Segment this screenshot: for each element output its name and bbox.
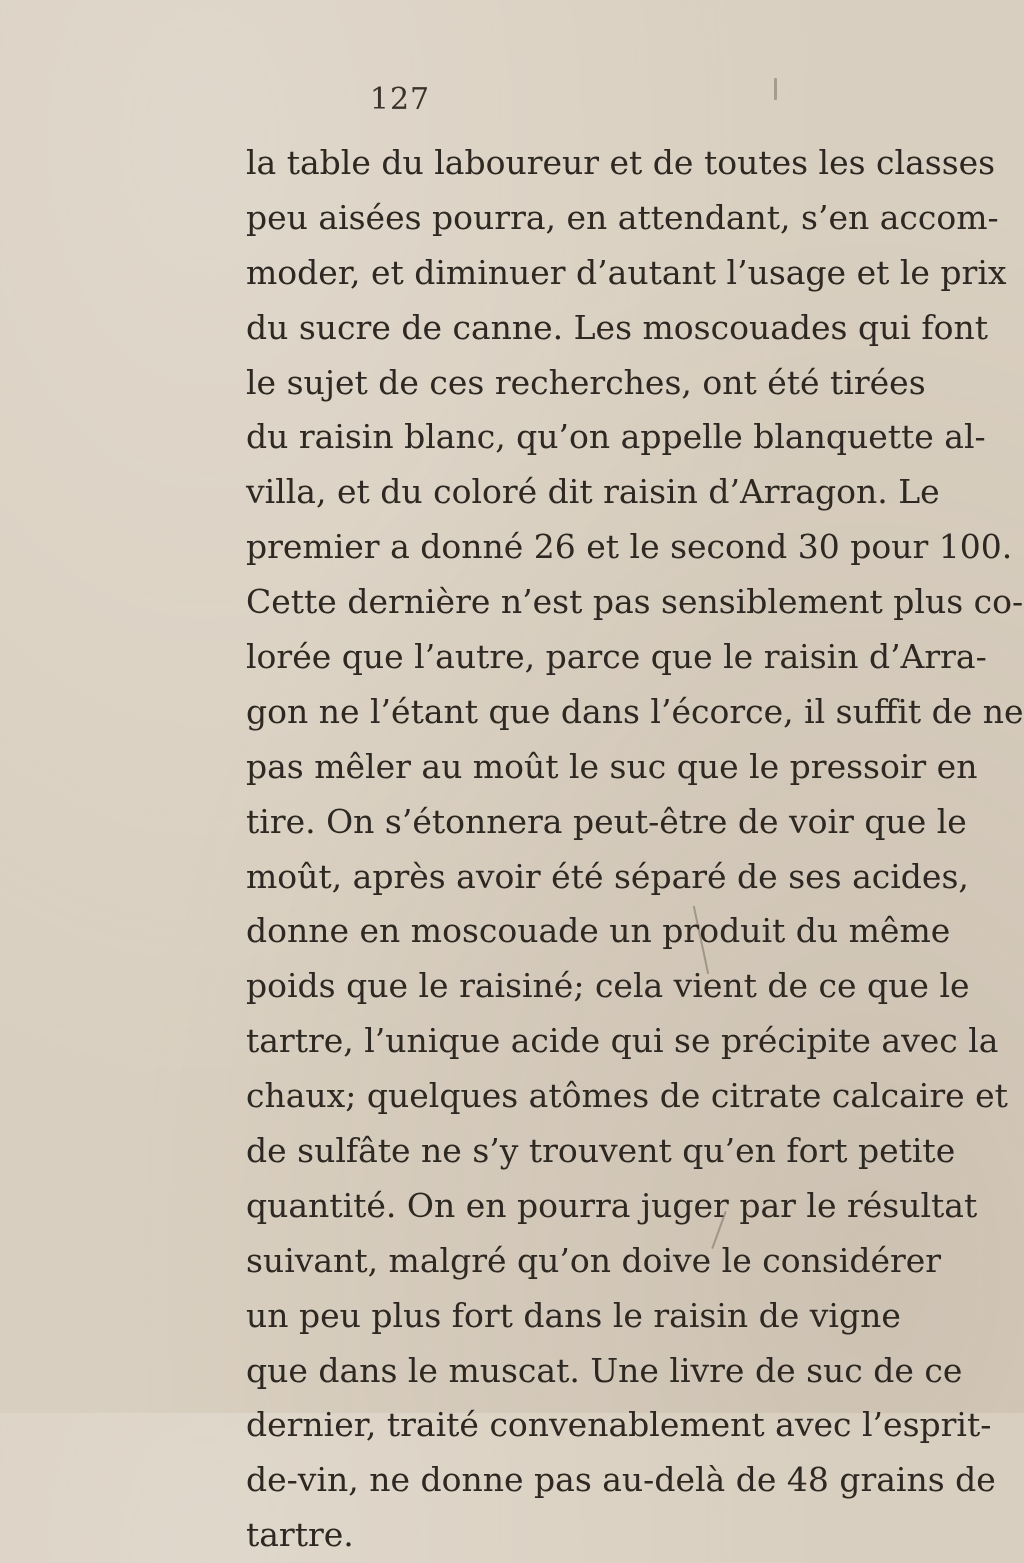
page-number: 127 — [369, 82, 431, 117]
body-text — [246, 136, 1024, 1563]
text-line: poids que le raisiné; cela vient de ce que le — [246, 966, 970, 1006]
text-line: tire. On s’étonnera peut-être de voir que le — [246, 801, 967, 841]
text-line: pas mêler au moût le suc que le pressoir en — [246, 746, 978, 786]
text-line: que dans le muscat. Une livre de suc de ce — [246, 1350, 963, 1390]
text-line: donne en moscouade un produit du même — [246, 911, 951, 951]
text-line: le sujet de ces recherches, ont été tirées — [246, 362, 926, 402]
text-line: Cette dernière n’est pas sensiblement plus co- — [246, 582, 1024, 622]
text-line: tartre. — [246, 1515, 354, 1555]
text-line: premier a donné 26 et le second 30 pour 100. — [246, 527, 1013, 567]
text-line: du sucre de canne. Les moscouades qui font — [246, 307, 988, 347]
text-line: quantité. On en pourra juger par le résultat — [246, 1185, 978, 1225]
text-line: tartre, l’unique acide qui se précipite avec la — [246, 1021, 999, 1061]
text-line: dernier, traité convenablement avec l’esprit- — [246, 1405, 992, 1445]
text-line: un peu plus fort dans le raisin de vigne — [246, 1295, 901, 1335]
text-line: suivant, malgré qu’on doive le considérer — [246, 1240, 942, 1280]
text-line: moût, après avoir été séparé de ses acides, — [246, 856, 969, 896]
text-line: villa, et du coloré dit raisin d’Arragon. Le — [246, 472, 940, 512]
text-line: lorée que l’autre, parce que le raisin d’Arra- — [246, 637, 987, 677]
text-line: de-vin, ne donne pas au-delà de 48 grains de — [246, 1460, 996, 1500]
text-line: moder, et diminuer d’autant l’usage et le prix — [246, 252, 1007, 292]
text-line: peu aisées pourra, en attendant, s’en accom- — [246, 197, 999, 237]
paper-speck — [774, 78, 777, 100]
text-line: chaux; quelques atômes de citrate calcaire et — [246, 1076, 1008, 1116]
text-line: du raisin blanc, qu’on appelle blanquette al- — [246, 417, 986, 457]
text-line: gon ne l’étant que dans l’écorce, il suffit de ne — [246, 691, 1024, 731]
text-line: de sulfâte ne s’y trouvent qu’en fort petite — [246, 1131, 956, 1171]
text-line: la table du laboureur et de toutes les classes — [246, 143, 996, 182]
